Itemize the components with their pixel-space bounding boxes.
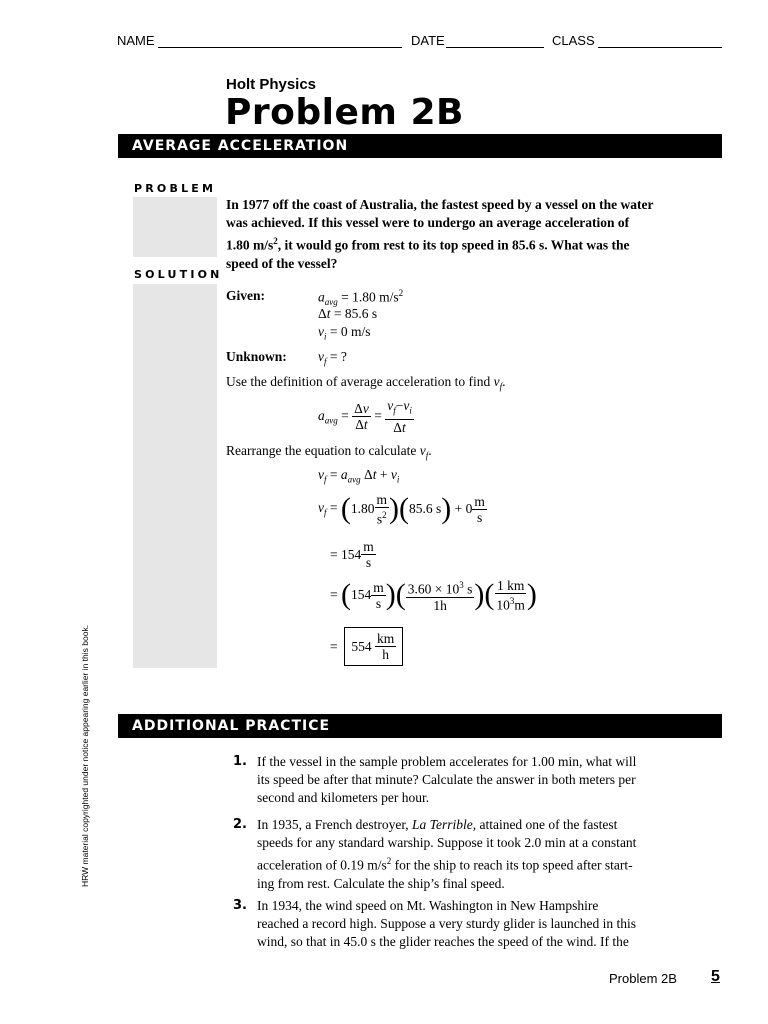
section-bar: AVERAGE ACCELERATION — [118, 134, 722, 158]
unknown-label: Unknown: — [226, 349, 287, 364]
given-t: Δt = 85.6 s — [318, 306, 378, 321]
practice-2-number: 2. — [233, 817, 247, 832]
class-line — [598, 47, 722, 48]
date-label: DATE — [411, 33, 445, 48]
given-vi: $v_i = 0$ m/s — [318, 324, 371, 342]
footer-label: Problem 2B — [609, 971, 677, 986]
substitution-equation: $v_f$ = ( 1.80 $\frac{m}{s^2}$ )( 85.6 s ) + 0 $\frac{m}{s}$ — [318, 492, 485, 527]
unknown-val: $v_f$ = ? — [318, 349, 347, 367]
rearranged-equation: $v_f = a_{avg}$ $\Delta t + v_i$ — [318, 467, 400, 485]
page-number: 5 — [711, 968, 720, 985]
solution-margin — [133, 284, 217, 668]
step1: Use the definition of average acceleration to find $v_f$. — [226, 374, 506, 392]
problem-margin — [133, 197, 217, 257]
final-answer: = 554 $\frac{km}{h}$ — [330, 627, 403, 666]
given-label: Given: — [226, 288, 265, 303]
problem-label: PROBLEM — [134, 182, 217, 195]
practice-2-text: In 1935, a French destroyer, La Terrible, attained one of the fastest speeds for any standard warship. Suppose it took 2.0 min at a constant acceleration of 0.19 $m/s^2$ for the ship to reach its top speed after start- ing from rest. Calculate the ship’s final speed. — [257, 817, 637, 891]
date-line — [446, 47, 544, 48]
conversion-equation: = ( 154 $\frac{m}{s}$ )( $\frac{3.60 \times 10^3 s}{1h}$ )( $\frac{1 km}{10^3m}$ ) — [330, 578, 537, 613]
practice-1-text: If the vessel in the sample problem accelerates for 1.00 min, what will its speed be after that minute? Calculate the answer in both meters per second and kilometers per hour. — [257, 754, 637, 805]
intermediate-result: = 154 $\frac{m}{s}$ — [330, 539, 374, 570]
step2: Rearrange the equation to calculate $v_f$. — [226, 443, 432, 461]
given-a: $a_{avg} = 1.80$ $m/s^2$ — [318, 288, 404, 308]
name-line — [158, 47, 402, 48]
practice-3-text: In 1934, the wind speed on Mt. Washington in New Hampshire reached a record high. Suppose a very sturdy glider is launched in this wind, so that in 45.0 s the glider reaches the speed of the wind. If the — [257, 898, 637, 949]
solution-label: SOLUTION — [134, 268, 223, 281]
practice-1-number: 1. — [233, 754, 247, 769]
series-title: Holt Physics — [226, 76, 317, 93]
page-title: Problem 2B — [225, 92, 464, 133]
copyright-side-note: HRW material copyrighted under notice appearing earlier in this book. — [80, 624, 90, 887]
practice-3-number: 3. — [233, 898, 247, 913]
problem-text: In 1977 off the coast of Australia, the fastest speed by a vessel on the water was achieved. If this vessel were to undergo an average acceleration of 1.80 $m/s^2$, it would go from rest to its top speed in 85.6 s. What was the speed of the vessel? — [226, 197, 654, 271]
practice-bar: ADDITIONAL PRACTICE — [118, 714, 722, 738]
definition-equation: $a_{avg}$ = $\frac{\Delta v}{\Delta t}$ = $\frac{v_f-v_i}{\Delta t}$ — [318, 398, 412, 435]
answer-box: 554 $\frac{km}{h}$ — [344, 627, 403, 666]
class-label: CLASS — [552, 33, 595, 48]
name-label: NAME — [117, 33, 155, 48]
